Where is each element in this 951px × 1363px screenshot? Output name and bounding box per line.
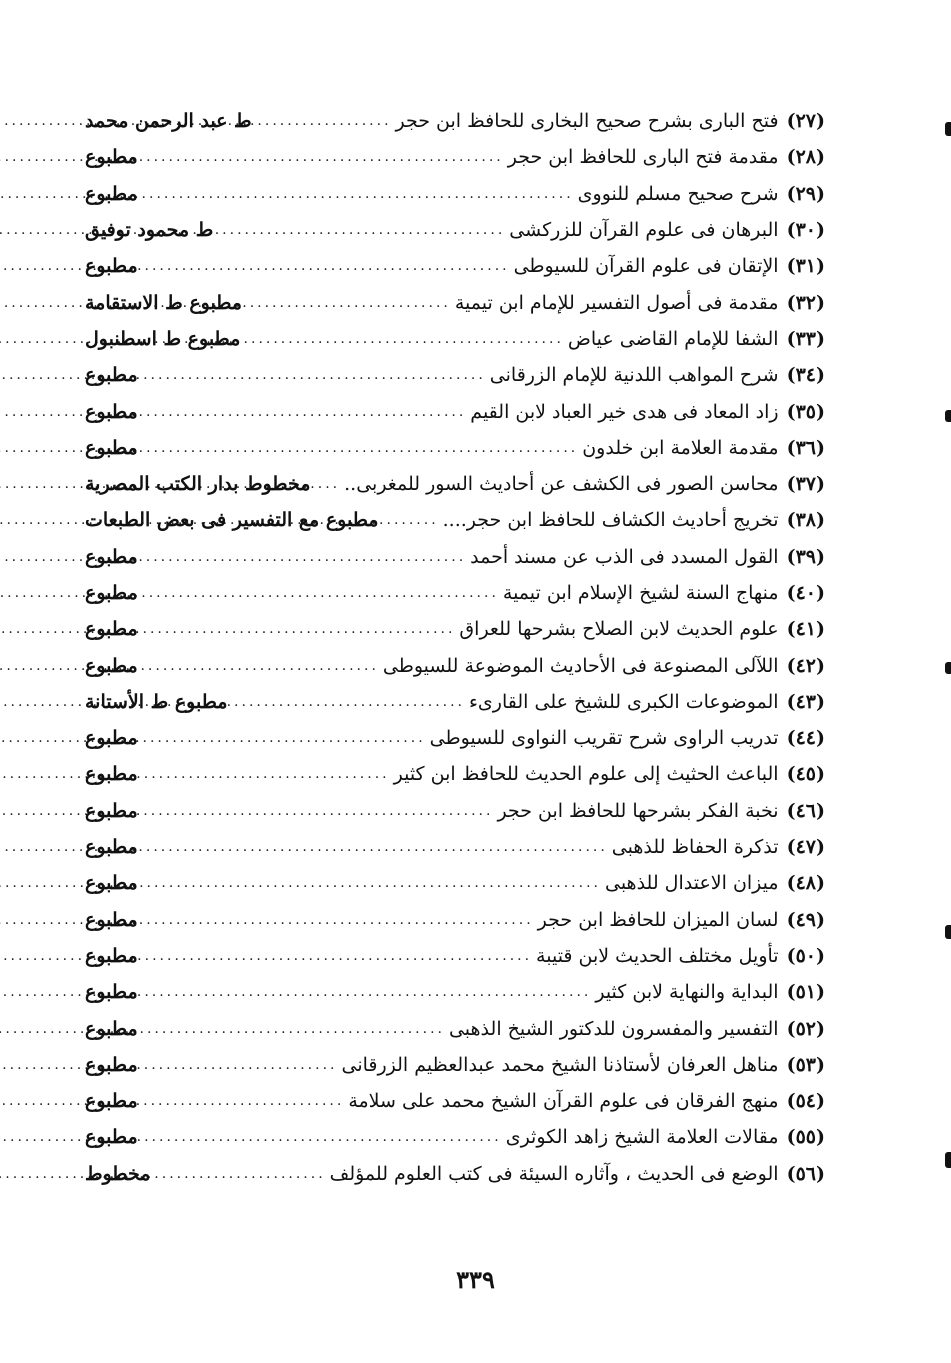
entry-status: مطبوع bbox=[85, 1126, 138, 1149]
dot-leader bbox=[382, 512, 438, 528]
entry-title: تدريب الراوى شرح تقريب النواوى للسيوطى bbox=[429, 727, 779, 750]
list-item bbox=[85, 793, 825, 829]
entry-status: مطبوع bbox=[85, 872, 138, 895]
dot-leader bbox=[142, 839, 608, 855]
entry-number: (٣٦) bbox=[786, 436, 825, 459]
entry-number: (٤٧) bbox=[786, 836, 825, 859]
dot-leader bbox=[142, 367, 486, 383]
entry-status: مطبوع bbox=[85, 436, 138, 459]
dot-leader bbox=[154, 1166, 325, 1182]
entry-title: لسان الميزان للحافظ ابن حجر bbox=[537, 908, 779, 931]
list-item bbox=[85, 684, 825, 720]
dot-leader bbox=[142, 258, 510, 274]
entry-title: البداية والنهاية لابن كثير bbox=[595, 981, 779, 1004]
entry-status: مطبوع bbox=[85, 1053, 138, 1076]
entry-number: (٥٢) bbox=[786, 1017, 825, 1040]
margin-mark bbox=[945, 1152, 951, 1168]
entry-number: (٤٥) bbox=[786, 763, 825, 786]
entry-number: (٣٠) bbox=[786, 219, 825, 242]
entry-title: مقالات العلامة الشيخ زاهد الكوثرى bbox=[505, 1126, 779, 1149]
dot-leader bbox=[142, 766, 390, 782]
entry-status: مطبوع bbox=[85, 1090, 138, 1113]
list-item bbox=[85, 647, 825, 683]
dot-leader bbox=[142, 1057, 338, 1073]
list-item bbox=[85, 393, 825, 429]
list-item bbox=[85, 1156, 825, 1192]
entry-number: (٥١) bbox=[786, 981, 825, 1004]
list-item bbox=[85, 1083, 825, 1119]
list-item bbox=[85, 502, 825, 538]
entry-status: مطبوع bbox=[85, 763, 138, 786]
dot-leader bbox=[142, 585, 499, 601]
dot-leader bbox=[142, 803, 494, 819]
list-item bbox=[85, 865, 825, 901]
entry-status: مطبوع ط الأستانة bbox=[85, 690, 228, 713]
dot-leader bbox=[256, 113, 392, 129]
dot-leader bbox=[246, 295, 451, 311]
list-item bbox=[85, 1047, 825, 1083]
dot-leader bbox=[314, 476, 340, 492]
dot-leader bbox=[142, 984, 592, 1000]
entry-title: الموضوعات الكبرى للشيخ على القارىء bbox=[469, 690, 779, 713]
list-item bbox=[85, 321, 825, 357]
entry-status: مطبوع bbox=[85, 582, 138, 604]
entry-status: مطبوع bbox=[85, 400, 138, 423]
list-item bbox=[85, 938, 825, 974]
entry-title: شرح صحيح مسلم للنووى bbox=[577, 182, 779, 205]
list-item bbox=[85, 974, 825, 1010]
entry-title: تأويل مختلف الحديث لابن قتيبة bbox=[536, 944, 779, 967]
entry-number: (٣١) bbox=[786, 255, 825, 278]
entry-title: الشفا للإمام القاضى عياض bbox=[567, 327, 779, 350]
entry-status: مطبوع bbox=[85, 146, 138, 169]
entry-status: مطبوع bbox=[85, 836, 138, 859]
entry-number: (٣٧) bbox=[786, 473, 825, 496]
list-item bbox=[85, 829, 825, 865]
entry-title: تخريج أحاديث الكشاف للحافظ ابن حجر.... bbox=[442, 509, 779, 532]
entry-number: (٤٦) bbox=[786, 799, 825, 822]
list-item bbox=[85, 539, 825, 575]
entry-title: مقدمة العلامة ابن خلدون bbox=[582, 436, 779, 459]
entry-title: مقدمة فتح البارى للحافظ ابن حجر bbox=[507, 146, 779, 169]
dot-leader bbox=[142, 549, 466, 565]
dot-leader bbox=[142, 875, 601, 891]
entry-number: (٣٣) bbox=[786, 327, 825, 350]
entry-status: مطبوع bbox=[85, 364, 138, 387]
list-item bbox=[85, 103, 825, 139]
entry-status: مخطوط بدار الكتب المصرية bbox=[85, 473, 311, 496]
dot-leader bbox=[142, 621, 456, 637]
entry-title: البرهان فى علوم القرآن للزركشى bbox=[509, 219, 779, 242]
entry-title: الإتقان فى علوم القرآن للسيوطى bbox=[513, 255, 779, 278]
margin-mark bbox=[945, 410, 951, 422]
entry-title: علوم الحديث لابن الصلاح بشرحها للعراق bbox=[459, 618, 779, 641]
entry-title: الوضع فى الحديث ، وآثاره السيئة فى كتب العلوم للمؤلف bbox=[329, 1162, 779, 1185]
dot-leader bbox=[142, 1093, 345, 1109]
dot-leader bbox=[231, 694, 465, 710]
dot-leader bbox=[244, 331, 564, 347]
entry-status: مطبوع bbox=[85, 908, 138, 931]
entry-status: مطبوع bbox=[85, 799, 138, 822]
entry-number: (٤٣) bbox=[786, 690, 825, 713]
entry-status: مطبوع bbox=[85, 981, 138, 1004]
entry-number: (٤٠) bbox=[786, 582, 825, 604]
dot-leader bbox=[142, 948, 532, 964]
entry-status: ط محمود توفيق bbox=[85, 219, 214, 242]
list-item bbox=[85, 720, 825, 756]
margin-mark bbox=[945, 662, 951, 674]
list-item bbox=[85, 756, 825, 792]
dot-leader bbox=[142, 912, 534, 928]
entry-status: مخطوط bbox=[85, 1162, 151, 1185]
entry-number: (٣٩) bbox=[786, 545, 825, 568]
margin-mark bbox=[945, 122, 951, 136]
entry-title: فتح البارى بشرح صحيح البخارى للحافظ ابن حجر bbox=[395, 110, 779, 133]
entry-title: محاسن الصور فى الكشف عن أحاديث السور للمغربى.. bbox=[344, 473, 779, 496]
entry-number: (٣٨) bbox=[786, 509, 825, 532]
entry-title: ميزان الاعتدال للذهبى bbox=[604, 872, 779, 895]
entry-title: منهاج السنة لشيخ الإسلام ابن تيمية bbox=[502, 582, 779, 604]
entry-number: (٥٤) bbox=[786, 1090, 825, 1113]
entry-status: مطبوع bbox=[85, 545, 138, 568]
dot-leader bbox=[217, 222, 505, 238]
list-item bbox=[85, 1119, 825, 1155]
list-item bbox=[85, 357, 825, 393]
entry-number: (٢٩) bbox=[786, 182, 825, 205]
entry-status: مطبوع ط اسطنبول bbox=[85, 327, 241, 350]
entry-title: القول المسدد فى الذب عن مسند أحمد bbox=[470, 545, 779, 568]
entry-number: (٤٨) bbox=[786, 872, 825, 895]
dot-leader bbox=[142, 658, 379, 674]
dot-leader bbox=[142, 1021, 445, 1037]
list-item bbox=[85, 611, 825, 647]
entry-number: (٢٧) bbox=[786, 110, 825, 133]
entry-number: (٥٠) bbox=[786, 944, 825, 967]
entry-number: (٤٢) bbox=[786, 654, 825, 677]
entry-status: مطبوع bbox=[85, 618, 138, 641]
entry-status: مطبوع bbox=[85, 727, 138, 750]
entry-status: مطبوع bbox=[85, 182, 138, 205]
dot-leader bbox=[142, 440, 579, 456]
entry-number: (٥٦) bbox=[786, 1162, 825, 1185]
dot-leader bbox=[142, 404, 467, 420]
entry-status: مطبوع مع التفسير فى بعض الطبعات bbox=[85, 509, 379, 532]
entry-number: (٣٥) bbox=[786, 400, 825, 423]
dot-leader bbox=[142, 730, 426, 746]
list-item bbox=[85, 575, 825, 611]
dot-leader bbox=[142, 1129, 502, 1145]
entry-title: التفسير والمفسرون للدكتور الشيخ الذهبى bbox=[448, 1017, 779, 1040]
entry-status: ط عبد الرحمن محمد bbox=[85, 110, 252, 133]
list-item bbox=[85, 248, 825, 284]
entry-number: (٥٣) bbox=[786, 1053, 825, 1076]
list-item bbox=[85, 139, 825, 175]
entry-title: الباعث الحثيث إلى علوم الحديث للحافظ ابن كثير bbox=[393, 763, 779, 786]
entry-number: (٤١) bbox=[786, 618, 825, 641]
entry-number: (٤٩) bbox=[786, 908, 825, 931]
entry-title: منهج الفرقان فى علوم القرآن الشيخ محمد على سلامة bbox=[348, 1090, 779, 1113]
entry-status: مطبوع bbox=[85, 1017, 138, 1040]
list-item bbox=[85, 466, 825, 502]
entry-title: اللآلى المصنوعة فى الأحاديث الموضوعة للسيوطى bbox=[382, 654, 779, 677]
bibliography-list bbox=[85, 103, 825, 1192]
list-item bbox=[85, 284, 825, 320]
entry-status: مطبوع bbox=[85, 255, 138, 278]
dot-leader bbox=[142, 186, 574, 202]
entry-title: شرح المواهب اللدنية للإمام الزرقانى bbox=[489, 364, 779, 387]
list-item bbox=[85, 430, 825, 466]
list-item bbox=[85, 212, 825, 248]
entry-number: (٥٥) bbox=[786, 1126, 825, 1149]
entry-number: (٣٤) bbox=[786, 364, 825, 387]
entry-number: (٤٤) bbox=[786, 727, 825, 750]
page-number: ٣٣٩ bbox=[456, 1265, 495, 1294]
entry-status: مطبوع ط الاستقامة bbox=[85, 291, 242, 314]
entry-status: مطبوع bbox=[85, 654, 138, 677]
list-item bbox=[85, 176, 825, 212]
margin-mark bbox=[945, 925, 951, 939]
list-item bbox=[85, 1010, 825, 1046]
entry-number: (٢٨) bbox=[786, 146, 825, 169]
list-item bbox=[85, 902, 825, 938]
entry-status: مطبوع bbox=[85, 944, 138, 967]
entry-title: تذكرة الحفاظ للذهبى bbox=[611, 836, 779, 859]
dot-leader bbox=[142, 149, 504, 165]
entry-title: زاد المعاد فى هدى خير العباد لابن القيم bbox=[470, 400, 779, 423]
entry-title: مقدمة فى أصول التفسير للإمام ابن تيمية bbox=[454, 291, 779, 314]
entry-title: نخبة الفكر بشرحها للحافظ ابن حجر bbox=[497, 799, 779, 822]
entry-number: (٣٢) bbox=[786, 291, 825, 314]
entry-title: مناهل العرفان لأستاذنا الشيخ محمد عبدالعظيم الزرقانى bbox=[341, 1053, 779, 1076]
